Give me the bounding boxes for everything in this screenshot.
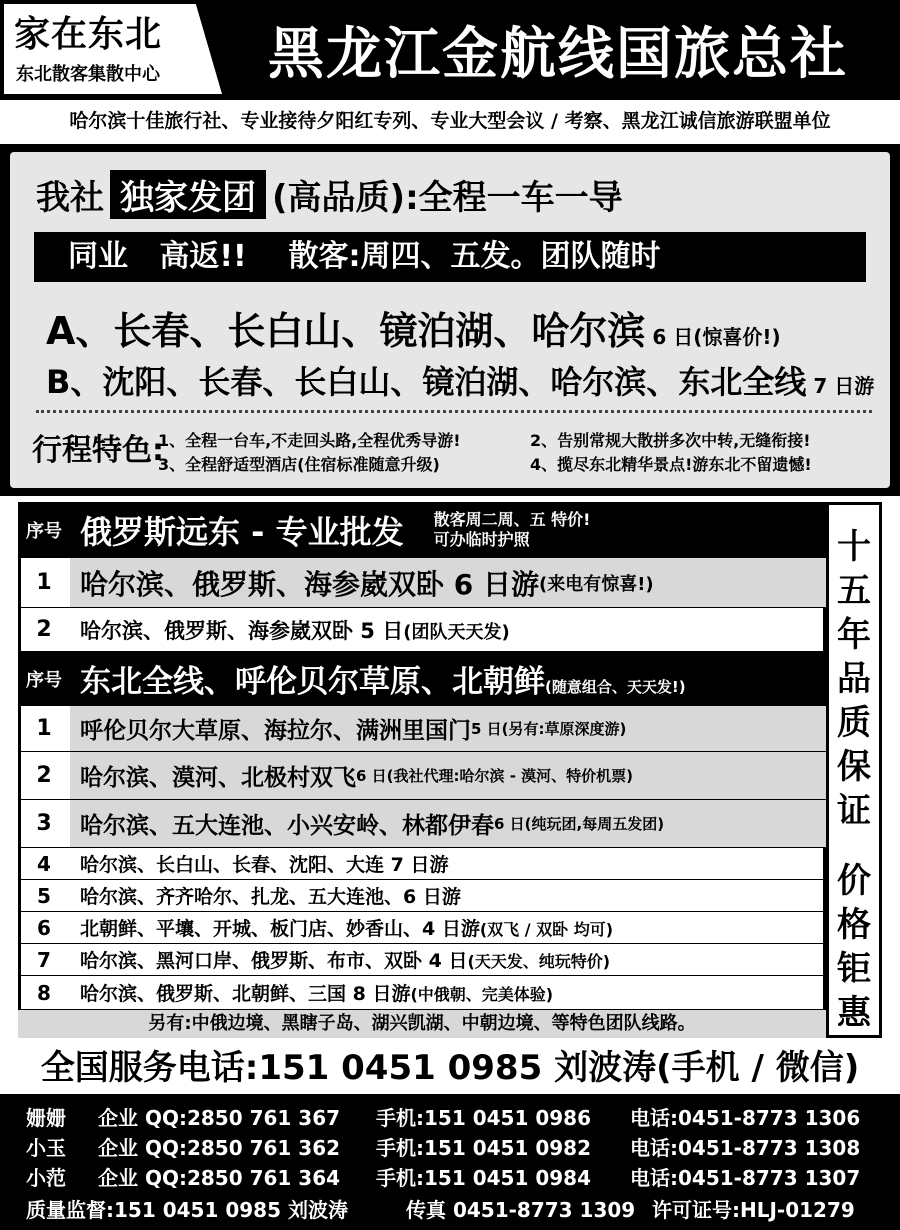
- row-text: [70, 850, 826, 877]
- feature-item: 4、揽尽东北精华景点!游东北不留遗憾!: [530, 455, 812, 474]
- row-main: 哈尔滨、漠河、北极村双飞: [80, 765, 356, 791]
- row-main: 北朝鲜、平壤、开城、板门店、妙香山、4 日游: [80, 918, 480, 940]
- dotted-divider: [36, 410, 872, 413]
- section-note-line: 可办临时护照: [433, 529, 530, 549]
- tagline: 哈尔滨十佳旅行社、专业接待夕阳红专列、专业大型会议 / 考察、黑龙江诚信旅游联盟单位: [0, 100, 900, 142]
- contact-tel: 电话:0451-8773 1306: [630, 1106, 861, 1130]
- promo-headline: [36, 170, 623, 219]
- license-number: 许可证号:HLJ-01279: [652, 1198, 855, 1222]
- route-b: [46, 357, 874, 403]
- row-number: 7: [37, 947, 51, 972]
- contact-mobile: 手机:151 0451 0986: [376, 1106, 591, 1130]
- side-char: 五: [837, 571, 871, 611]
- side-char: 惠: [837, 993, 871, 1033]
- row-main: 呼伦贝尔大草原、海拉尔、满洲里国门: [80, 718, 471, 744]
- contact-mobile: 手机:151 0451 0984: [376, 1166, 591, 1190]
- row-tail: 5 日(另有:草原深度游): [471, 720, 627, 738]
- side-char: 质: [837, 703, 871, 743]
- section-num-label: 序号: [26, 520, 62, 542]
- service-phone: 全国服务电话:151 0451 0985 刘波涛(手机 / 微信): [40, 1048, 860, 1088]
- row-tail: 6 日(纯玩团,每周五发团): [494, 815, 665, 833]
- row-main: 哈尔滨、齐齐哈尔、扎龙、五大连池、6 日游: [80, 886, 461, 908]
- feature-item: 1、全程一台车,不走回头路,全程优秀导游!: [158, 431, 461, 450]
- side-char: 格: [837, 905, 871, 945]
- row-text: [70, 800, 826, 847]
- row-number: 4: [37, 851, 51, 876]
- row-tail: 6 日(我社代理:哈尔滨 - 漠河、特价机票): [356, 767, 634, 785]
- table-section-header: [18, 652, 826, 706]
- feature-item: 2、告别常规大散拼多次中转,无缝衔接!: [530, 431, 811, 450]
- side-char: 价: [837, 861, 871, 901]
- row-main: 哈尔滨、俄罗斯、北朝鲜、三国 8 日游: [80, 983, 411, 1005]
- side-char: 年: [837, 615, 871, 655]
- row-main: 哈尔滨、长白山、长春、沈阳、大连 7 日游: [80, 854, 449, 876]
- side-char: 证: [837, 791, 871, 831]
- route-b-tail: 7 日游: [806, 374, 875, 398]
- table-row: [18, 880, 826, 912]
- section-note: [434, 510, 591, 550]
- route-a-main: A、长春、长白山、镜泊湖、哈尔滨: [46, 309, 646, 353]
- exclusive-badge: 独家发团: [110, 170, 266, 219]
- row-main: 哈尔滨、俄罗斯、海参崴双卧 6 日游: [80, 567, 539, 601]
- contact-name: 小玉: [26, 1136, 66, 1160]
- section-title-cell: [70, 507, 826, 553]
- logo-title: 家在东北: [14, 14, 163, 55]
- contact-footer: [0, 1094, 900, 1230]
- side-char: 保: [837, 747, 871, 787]
- row-tail: (来电有惊喜!): [538, 573, 654, 595]
- row-number: 6: [37, 915, 51, 940]
- contact-tel: 电话:0451-8773 1307: [630, 1166, 861, 1190]
- route-a: [46, 300, 781, 355]
- route-b-main: B、沈阳、长春、长白山、镜泊湖、哈尔滨、东北全线: [46, 363, 807, 401]
- row-number: 5: [37, 883, 51, 908]
- row-tail: (团队天天发): [403, 621, 510, 643]
- row-text: [70, 882, 826, 909]
- section-title: 东北全线、呼伦贝尔草原、北朝鲜: [80, 664, 545, 700]
- contact-name: 姗姗: [26, 1106, 66, 1130]
- feature-item: 3、全程舒适型酒店(住宿标准随意升级): [158, 455, 440, 474]
- promo-bar: 同业 高返!! 散客:周四、五发。团队随时: [34, 232, 866, 282]
- section-title: 俄罗斯远东 - 专业批发: [80, 512, 404, 551]
- row-number: 2: [36, 763, 52, 788]
- side-char: 品: [837, 659, 871, 699]
- row-number: 2: [36, 617, 52, 642]
- table-row: [18, 912, 826, 944]
- company-name: 黑龙江金航线国旅总社: [268, 21, 848, 87]
- promo-prefix: 我社: [36, 178, 104, 218]
- row-main: 哈尔滨、黑河口岸、俄罗斯、布市、双卧 4 日: [80, 950, 468, 972]
- row-text: [70, 752, 826, 799]
- contact-name: 小范: [26, 1166, 66, 1190]
- contact-mobile: 手机:151 0451 0982: [376, 1136, 591, 1160]
- logo-subtitle: 东北散客集散中心: [16, 64, 160, 85]
- row-tail: (中俄朝、完美体验): [410, 985, 554, 1004]
- row-number: 3: [36, 811, 52, 836]
- fax-number: 传真 0451-8773 1309: [406, 1198, 636, 1222]
- row-text: [70, 615, 826, 645]
- promo-suffix: (高品质):全程一车一导: [272, 178, 623, 218]
- section-note-line: 散客周二周、五 特价!: [433, 509, 591, 529]
- row-number: 1: [36, 716, 52, 741]
- table-row: [18, 706, 826, 752]
- row-main: 哈尔滨、俄罗斯、海参崴双卧 5 日: [80, 618, 404, 643]
- row-text: [70, 979, 826, 1006]
- section-num-label: 序号: [26, 669, 62, 691]
- table-row: [18, 608, 826, 652]
- row-number: 8: [37, 980, 51, 1005]
- row-text: [70, 914, 826, 941]
- table-row: [18, 800, 826, 848]
- contact-qq: 企业 QQ:2850 761 367: [98, 1106, 341, 1130]
- contact-tel: 电话:0451-8773 1308: [630, 1136, 861, 1160]
- row-tail: (双飞 / 双卧 均可): [479, 920, 614, 939]
- row-main: 哈尔滨、五大连池、小兴安岭、林都伊春: [80, 813, 494, 839]
- section-title-cell: [70, 656, 826, 701]
- row-tail: (天天发、纯玩特价): [467, 952, 611, 971]
- table-note: 另有:中俄边境、黑瞎子岛、湖兴凯湖、中朝边境、等特色团队线路。: [18, 1010, 826, 1038]
- row-number: 1: [36, 570, 52, 595]
- route-a-tail: 6 日(惊喜价!): [645, 325, 781, 349]
- table-row: [18, 558, 826, 608]
- quality-side-banner: [826, 502, 882, 1038]
- table-row: [18, 848, 826, 880]
- table-row: [18, 752, 826, 800]
- row-text: [70, 946, 826, 973]
- row-text: [70, 706, 826, 751]
- section-tail: (随意组合、天天发!): [545, 678, 686, 696]
- table-row: [18, 944, 826, 976]
- features-label: 行程特色:: [32, 433, 164, 468]
- contact-qq: 企业 QQ:2850 761 362: [98, 1136, 341, 1160]
- row-text: [70, 558, 826, 607]
- quality-supervision: 质量监督:151 0451 0985 刘波涛: [26, 1198, 348, 1222]
- side-char: 十: [837, 527, 871, 567]
- table-section-header: [18, 502, 826, 558]
- contact-qq: 企业 QQ:2850 761 364: [98, 1166, 341, 1190]
- side-char: 钜: [837, 949, 871, 989]
- table-row: [18, 976, 826, 1010]
